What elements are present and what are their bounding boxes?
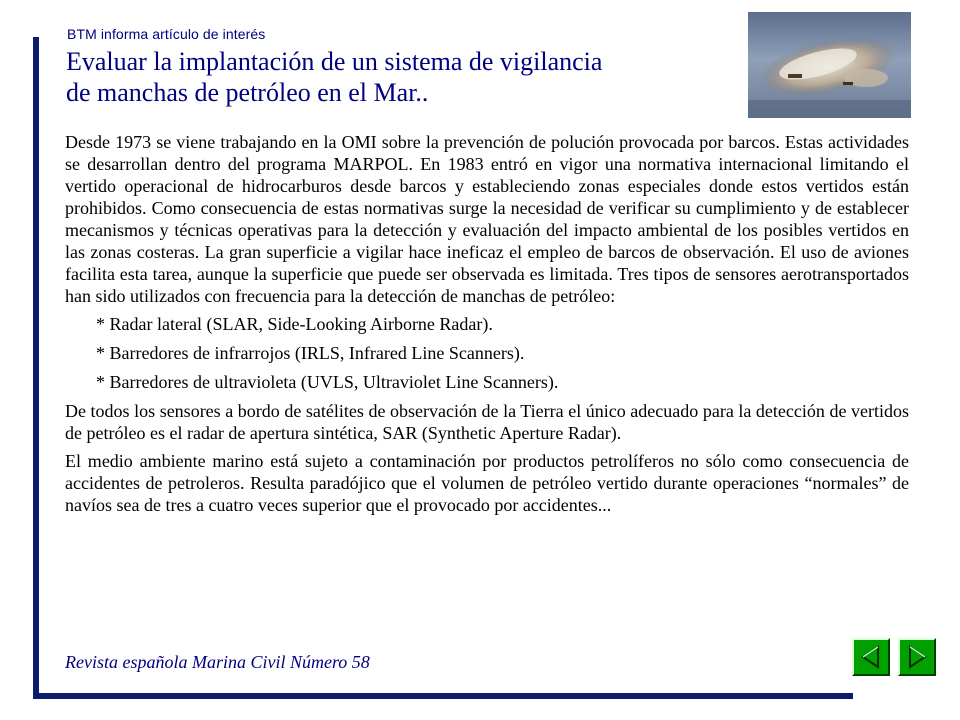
title-line-2: de manchas de petróleo en el Mar.. (66, 78, 429, 107)
bullet-item-irls: * Barredores de infrarrojos (IRLS, Infrared Line Scanners). (96, 343, 525, 363)
article-body (65, 131, 909, 522)
bullet-item-uvls: * Barredores de ultravioleta (UVLS, Ultraviolet Line Scanners). (96, 372, 559, 392)
source-citation: Revista española Marina Civil Número 58 (65, 652, 370, 672)
paragraph-intro: Desde 1973 se viene trabajando en la OMI sobre la prevención de polución provocada por barcos. Estas actividades se desarrollan dentro del programa MARPOL. En 1983 entró en vigor una normativa internacional limitando el vertido operacional de hidrocarburos desde barcos y estableciendo zonas especiales donde estos vertidos están prohibidos. Como consecuencia de estas normativas surge la necesidad de verificar su cumplimiento y de establecer mecanismos y técnicas operativas para la detección y evaluación del impacto ambiental de los posibles vertidos en las zonas costeras. La gran superficie a vigilar hace ineficaz el empleo de barcos de observación. El uso de aviones facilita esta tarea, aunque la superficie que puede ser observada es limitada. Tres tipos de sensores aerotransportados han sido utilizados con frecuencia para la detección de manchas de petróleo: (65, 132, 909, 306)
triangle-right-icon (900, 640, 934, 674)
paragraph-marine: El medio ambiente marino está sujeto a contaminación por productos petrolíferos no sólo como consecuencia de accidentes de petroleros. Resulta paradójico que el volumen de petróleo vertido durante operaciones “normales” de navíos sea de tres a cuatro veces superior que el provocado por accidentes... (65, 451, 909, 515)
paragraph-sar: De todos los sensores a bordo de satélites de observación de la Tierra el único adecuado para la detección de vertidos de petróleo es el radar de apertura sintética, SAR (Synthetic Aperture Radar). (65, 401, 909, 443)
kicker-label: BTM informa artículo de interés (67, 26, 266, 42)
bullet-item-slar: * Radar lateral (SLAR, Side-Looking Airborne Radar). (96, 314, 493, 334)
previous-slide-button[interactable] (852, 638, 890, 676)
frame-bottom-bar (33, 693, 853, 699)
page-title (66, 46, 746, 108)
next-slide-button[interactable] (898, 638, 936, 676)
oil-slick-photo (748, 12, 911, 118)
title-line-1: Evaluar la implantación de un sistema de vigilancia (66, 47, 603, 76)
triangle-left-icon (854, 640, 888, 674)
frame-left-bar (33, 37, 39, 695)
